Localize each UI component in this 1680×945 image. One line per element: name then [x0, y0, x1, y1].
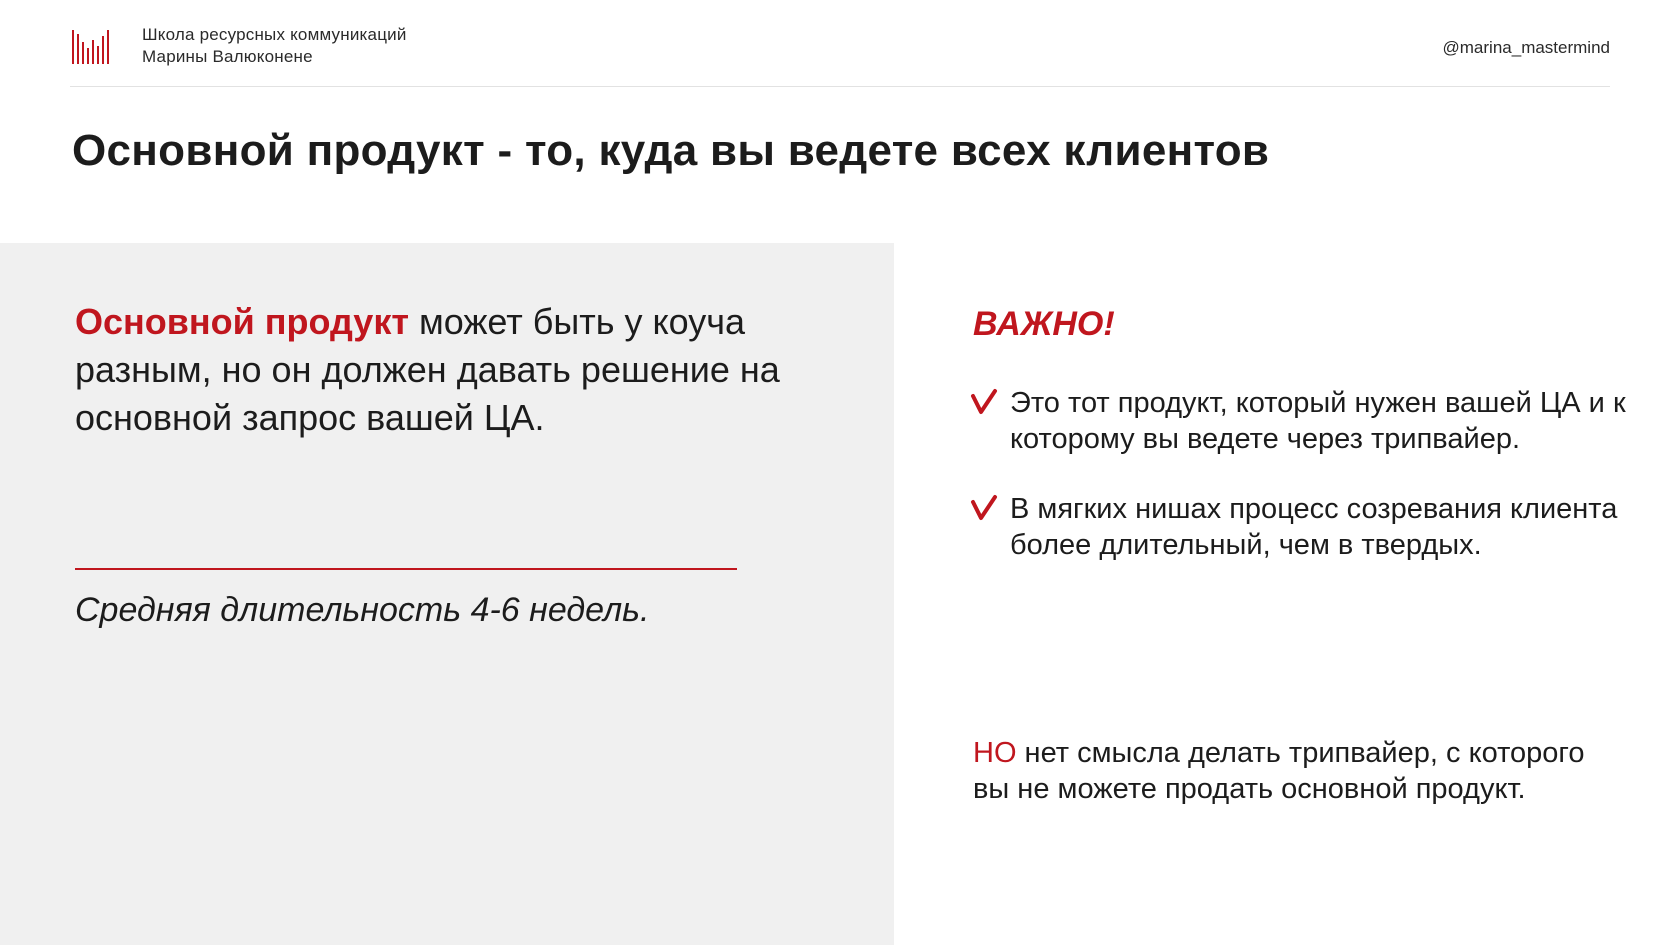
list-item	[970, 385, 1630, 457]
school-name-line1: Школа ресурсных коммуникаций	[142, 25, 407, 44]
check-icon	[970, 388, 998, 416]
point-text: В мягких нишах процесс созревания клиента более длительный, чем в твердых.	[1010, 493, 1618, 561]
but-note	[973, 735, 1613, 807]
lead-text: может быть у коуча разным, но он должен давать решение на основной запрос вашей ЦА.	[75, 301, 780, 438]
duration-note: Средняя длительность 4-6 недель.	[75, 591, 650, 629]
list-item	[970, 491, 1630, 563]
but-accent: НО	[973, 737, 1017, 769]
school-name	[142, 24, 407, 68]
slide-title: Основной продукт - то, куда вы ведете всех клиентов	[72, 126, 1270, 175]
lead-accent: Основной продукт	[75, 301, 409, 342]
important-points	[970, 385, 1630, 597]
header-divider	[70, 86, 1610, 87]
school-name-line2: Марины Валюконене	[142, 47, 313, 66]
red-divider	[75, 568, 737, 570]
check-icon	[970, 494, 998, 522]
point-text: Это тот продукт, который нужен вашей ЦА и к которому вы ведете через трипвайер.	[1010, 387, 1626, 455]
slide-header	[70, 22, 1610, 88]
important-heading: ВАЖНО!	[973, 305, 1115, 343]
but-text: нет смысла делать трипвайер, с которого вы не можете продать основной продукт.	[973, 737, 1585, 805]
social-handle: @marina_mastermind	[1442, 38, 1610, 57]
sound-bars-logo-icon	[72, 28, 114, 68]
lead-paragraph	[75, 298, 875, 442]
left-panel	[0, 243, 894, 945]
